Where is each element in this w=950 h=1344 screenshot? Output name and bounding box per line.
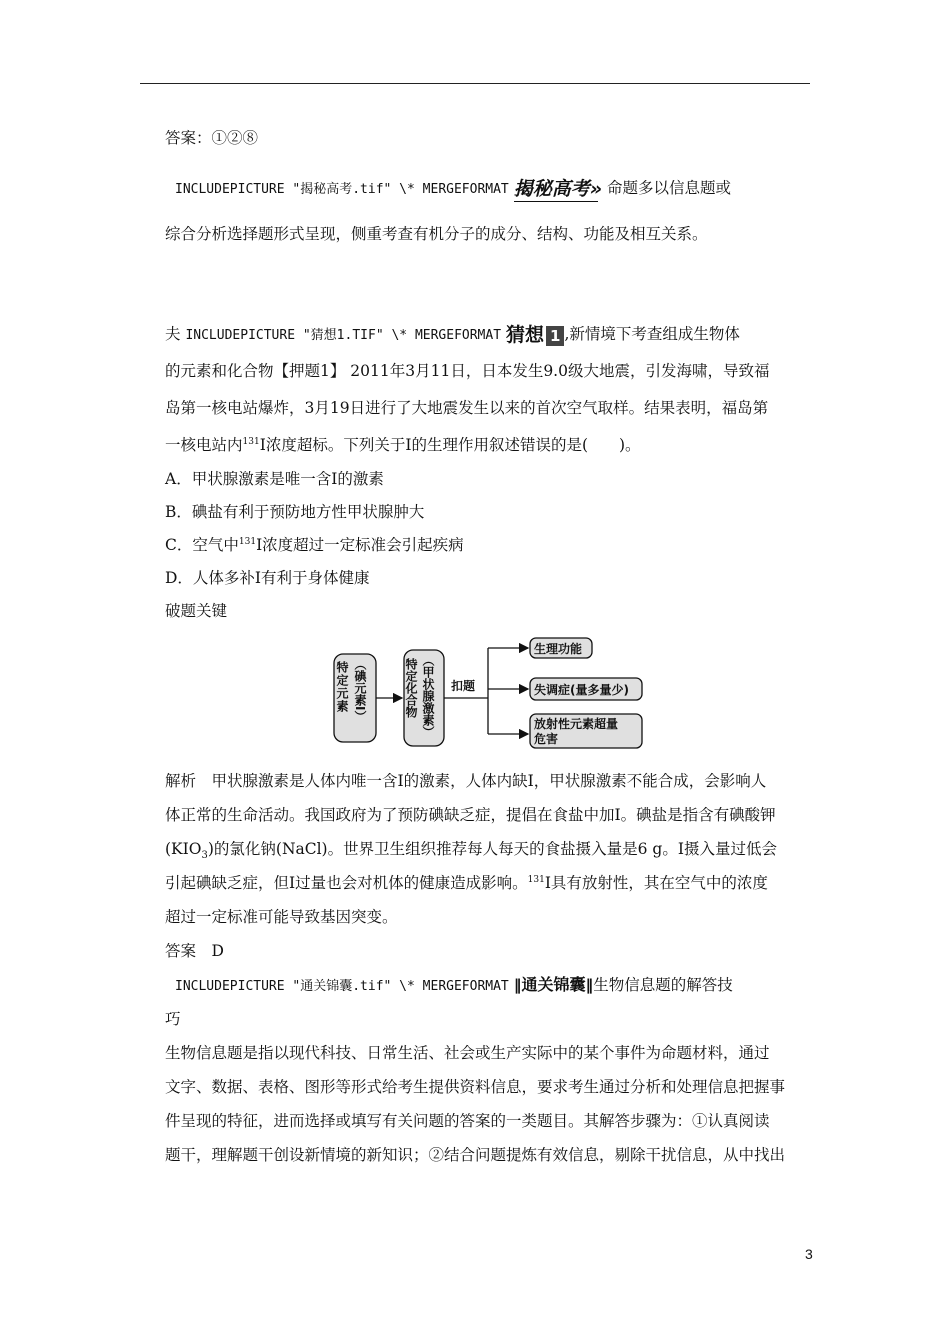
guess-line-3: 岛第一核电站爆炸，3月19日进行了大地震发生以来的首次空气取样。结果表明，福岛第 — [165, 399, 769, 417]
text: (KIO — [165, 840, 202, 858]
guess-prefix: 夫 — [165, 325, 181, 343]
output-box-3-line2: 危害 — [534, 732, 559, 746]
paragraph-intro-line-1 — [175, 178, 731, 200]
analysis-line-3 — [165, 839, 777, 862]
guess-line-2: 的元素和化合物【押题1】 2011年3月11日，日本发生9.0级大地震，引发海啸，导致福 — [165, 362, 770, 380]
compound-box-col1: 特定化合物 — [404, 658, 418, 718]
subscript: 3 — [201, 850, 208, 862]
text: I浓度超标。下列关于I的生理作用叙述错误的是( )。 — [259, 436, 641, 454]
text: I浓度超过一定标准会引起疾病 — [256, 536, 464, 554]
output-box-1-text: 生理功能 — [534, 642, 583, 656]
element-box-col2: （碘元素I） — [353, 658, 367, 723]
tips-line-1 — [175, 975, 733, 997]
tips-line-2: 巧 — [165, 1010, 181, 1028]
option-c — [165, 535, 464, 555]
page-number: 3 — [805, 1246, 813, 1262]
key-label: 破题关键 — [165, 602, 228, 620]
superscript: 131 — [527, 874, 545, 885]
analysis-line-1: 解析 甲状腺激素是人体内唯一含I的激素，人体内缺I，甲状腺激素不能合成，会影响人 — [165, 772, 767, 790]
field-code: INCLUDEPICTURE "通关锦囊.tif" \* MERGEFORMAT — [175, 979, 509, 994]
field-code: INCLUDEPICTURE "猜想1.TIF" \* MERGEFORMAT — [185, 328, 502, 343]
guess-badge — [506, 324, 564, 346]
banner-text: 揭秘高考» — [513, 178, 603, 200]
text: 引起碘缺乏症，但I过量也会对机体的健康造成影响。 — [165, 874, 528, 892]
answer-line-2: 答案 D — [165, 942, 224, 960]
header-rule — [140, 83, 810, 84]
key-diagram — [320, 630, 660, 755]
body-line-2: 文字、数据、表格、图形等形式给考生提供资料信息，要求考生通过分析和处理信息把握事 — [165, 1078, 786, 1096]
superscript: 131 — [238, 536, 257, 547]
tips-text: 生物信息题的解答技 — [593, 976, 733, 994]
superscript: 131 — [242, 436, 260, 447]
element-box-col1: 特定元素 — [335, 661, 349, 713]
option-d: D．人体多补I有利于身体健康 — [165, 569, 370, 587]
answer-line-1: 答案：①②⑧ — [165, 129, 259, 147]
guess-badge-number: 1 — [546, 326, 564, 346]
tips-badge: 通关锦囊 — [521, 975, 586, 994]
arrow-label: 扣题 — [451, 679, 476, 693]
intro-text: 命题多以信息题或 — [607, 179, 732, 197]
body-line-4: 题干，理解题干创设新情境的新知识；②结合问题提炼有效信息，剔除干扰信息，从中找出 — [165, 1146, 786, 1164]
banner-underline — [514, 201, 598, 202]
compound-box-col2: （甲状腺激素） — [421, 654, 435, 738]
field-code: INCLUDEPICTURE "揭秘高考.tif" \* MERGEFORMAT — [175, 182, 509, 197]
option-a: A．甲状腺激素是唯一含I的激素 — [165, 470, 384, 488]
guess-badge-text: 猜想 — [505, 323, 544, 346]
guess-line-4 — [165, 435, 641, 455]
paragraph-intro-line-2: 综合分析选择题形式呈现，侧重考查有机分子的成分、结构、功能及相互关系。 — [165, 225, 708, 243]
guess-text: ,新情境下考查组成生物体 — [564, 325, 740, 343]
body-line-3: 件呈现的特征，进而选择或填写有关问题的答案的一类题目。其解答步骤为：①认真阅读 — [165, 1112, 770, 1130]
text: C．空气中 — [165, 536, 239, 554]
option-b: B．碘盐有利于预防地方性甲状腺肿大 — [165, 503, 425, 521]
analysis-line-5: 超过一定标准可能导致基因突变。 — [165, 908, 398, 926]
text: )的氯化钠(NaCl)。世界卫生组织推荐每人每天的食盐摄入量是6 g。I摄入量过低会 — [207, 840, 777, 858]
bar-left-icon: ‖ — [513, 976, 522, 994]
text: 一核电站内 — [165, 436, 243, 454]
guess-line-1 — [165, 324, 740, 346]
text: I具有放射性，其在空气中的浓度 — [544, 874, 768, 892]
bar-right-icon: ‖ — [585, 976, 594, 994]
output-box-3-line1: 放射性元素超量 — [534, 717, 619, 731]
reveal-exam-banner — [514, 179, 602, 199]
analysis-line-4 — [165, 873, 768, 893]
analysis-line-2: 体正常的生命活动。我国政府为了预防碘缺乏症，提倡在食盐中加I。碘盐是指含有碘酸钾 — [165, 806, 776, 824]
output-box-2-text: 失调症(量多量少) — [534, 683, 629, 697]
body-line-1: 生物信息题是指以现代科技、日常生活、社会或生产实际中的某个事件为命题材料，通过 — [165, 1044, 770, 1062]
